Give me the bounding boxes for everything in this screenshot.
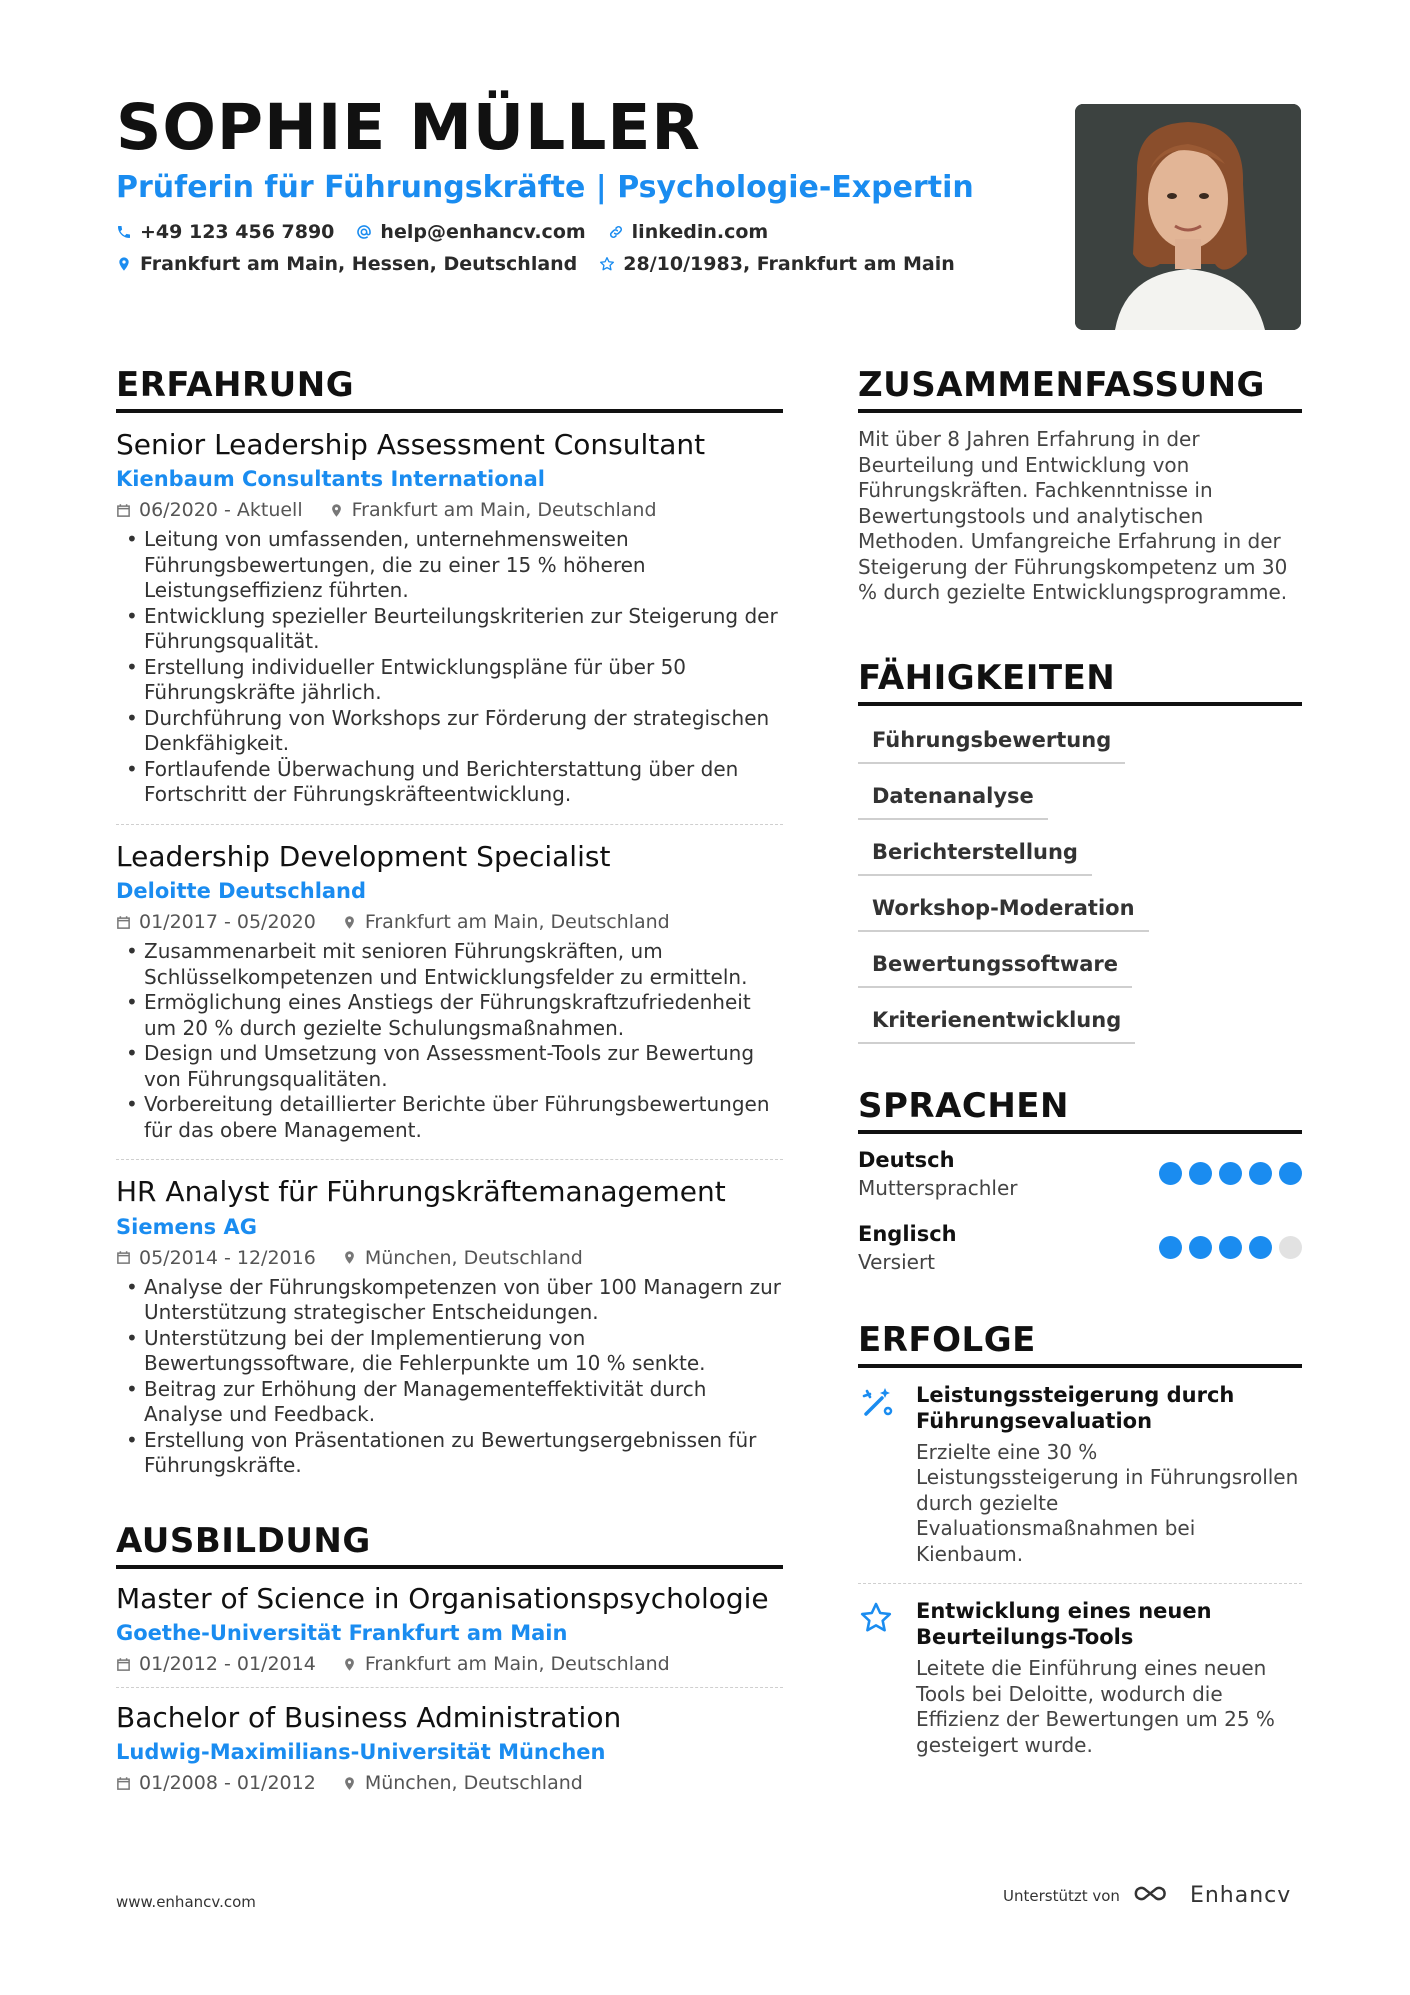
job-location: Frankfurt am Main, Deutschland: [364, 911, 670, 934]
bullet-item: • Ermöglichung eines Anstiegs der Führungskraftzufriedenheit um 20 % durch gezielte Schulungsmaßnahmen.: [116, 990, 783, 1041]
right-column: [858, 365, 1302, 1774]
job-dates: 06/2020 - Aktuell: [139, 499, 303, 522]
calendar-icon: [116, 503, 131, 518]
language-name: Englisch: [858, 1221, 957, 1246]
star-icon: [858, 1598, 898, 1758]
location-pin-icon: [342, 915, 357, 930]
achievement-entry: [858, 1368, 1302, 1585]
rating-dot-filled: [1159, 1162, 1182, 1185]
achievement-entry: [858, 1584, 1302, 1774]
job-entry: [116, 413, 783, 825]
job-dates: 05/2014 - 12/2016: [139, 1246, 316, 1269]
job-title: Leadership Development Specialist: [116, 839, 611, 873]
job-bullets: [116, 939, 783, 1143]
job-dates: 01/2017 - 05/2020: [139, 911, 316, 934]
education-meta: [116, 1772, 783, 1794]
bullet-item: • Unterstützung bei der Implementierung von Bewertungssoftware, die Fehlerpunkte um 10 % senkte.: [116, 1326, 783, 1377]
education-entry: [116, 1688, 783, 1806]
wand-icon: [858, 1382, 898, 1568]
brand-name: Enhancv: [1189, 1883, 1292, 1908]
bullet-item: • Beitrag zur Erhöhung der Managementeffektivität durch Analyse und Feedback.: [116, 1377, 783, 1428]
job-meta: [116, 1247, 783, 1269]
school-name: Ludwig-Maximilians-Universität München: [116, 1740, 606, 1765]
contact-birth: [599, 253, 954, 275]
company-name: Kienbaum Consultants International: [116, 467, 545, 492]
languages-heading: SPRACHEN: [858, 1086, 1302, 1134]
summary-text: Mit über 8 Jahren Erfahrung in der Beurteilung und Entwicklung von Führungskräften. Fachkenntnisse in Bewertungstools und analytischen Methoden. Umfangreiche Erfahrung in der Steigerung der Führungskompetenz um 30 % durch gezielte Entwicklungsprogramme.: [858, 427, 1288, 604]
job-bullets: [116, 527, 783, 808]
skill-tag: Führungsbewertung: [858, 724, 1125, 764]
company-name: Deloitte Deutschland: [116, 879, 367, 904]
rating-dot-filled: [1249, 1162, 1272, 1185]
rating-dot-empty: [1279, 1236, 1302, 1259]
phone-text: +49 123 456 7890: [140, 221, 335, 244]
contact-phone[interactable]: [116, 221, 334, 243]
summary-heading: ZUSAMMENFASSUNG: [858, 365, 1302, 413]
rating-dot-filled: [1159, 1236, 1182, 1259]
calendar-icon: [116, 915, 131, 930]
location-pin-icon: [342, 1250, 357, 1265]
profile-photo: [1075, 104, 1301, 330]
bullet-item: • Durchführung von Workshops zur Förderung der strategischen Denkfähigkeit.: [116, 706, 783, 757]
achievements-heading: ERFOLGE: [858, 1320, 1302, 1368]
bullet-item: • Design und Umsetzung von Assessment-Tools zur Bewertung von Führungsqualitäten.: [116, 1041, 783, 1092]
location-pin-icon: [116, 256, 132, 272]
location-text: Frankfurt am Main, Hessen, Deutschland: [140, 253, 578, 276]
language-rating: [1159, 1162, 1302, 1185]
achievement-desc: Leitete die Einführung eines neuen Tools bei Deloitte, wodurch die Effizienz der Bewertungen um 25 % gesteigert wurde.: [916, 1656, 1275, 1757]
contact-info: [116, 221, 1036, 275]
bullet-item: • Leitung von umfassenden, unternehmensweiten Führungsbewertungen, die zu einer 15 % höheren Leistungseffizienz führten.: [116, 527, 783, 604]
bullet-item: • Zusammenarbeit mit senioren Führungskräften, um Schlüsselkompetenzen und Entwicklungsfelder zu ermitteln.: [116, 939, 783, 990]
degree-title: Master of Science in Organisationspsychologie: [116, 1581, 769, 1615]
link-icon: [608, 224, 624, 240]
skills-heading: FÄHIGKEITEN: [858, 658, 1302, 706]
location-pin-icon: [342, 1776, 357, 1791]
skill-tag: Berichterstellung: [858, 836, 1092, 876]
education-location: Frankfurt am Main, Deutschland: [364, 1653, 670, 1676]
education-location: München, Deutschland: [364, 1772, 583, 1795]
company-name: Siemens AG: [116, 1214, 257, 1239]
bullet-item: • Erstellung von Präsentationen zu Bewertungsergebnissen für Führungskräfte.: [116, 1428, 783, 1479]
achievement-title: Leistungssteigerung durch Führungsevaluation: [916, 1382, 1235, 1433]
at-icon: [356, 224, 372, 240]
language-entry: [858, 1222, 1302, 1274]
job-bullets: [116, 1275, 783, 1479]
candidate-name: SOPHIE MÜLLER: [116, 91, 701, 164]
birth-text: 28/10/1983, Frankfurt am Main: [623, 253, 955, 276]
skill-tag: Workshop-Moderation: [858, 892, 1149, 932]
job-location: Frankfurt am Main, Deutschland: [351, 499, 657, 522]
education-dates: 01/2012 - 01/2014: [139, 1653, 316, 1676]
candidate-title: Prüferin für Führungskräfte | Psychologie-Expertin: [116, 170, 974, 206]
language-entry: [858, 1148, 1302, 1200]
language-name: Deutsch: [858, 1147, 955, 1172]
contact-linkedin[interactable]: [608, 221, 769, 243]
bullet-item: • Analyse der Führungskompetenzen von über 100 Managern zur Unterstützung strategischer Entscheidungen.: [116, 1275, 783, 1326]
enhancv-logo-icon: [1132, 1882, 1178, 1909]
location-pin-icon: [329, 503, 344, 518]
degree-title: Bachelor of Business Administration: [116, 1701, 622, 1735]
phone-icon: [116, 224, 132, 240]
rating-dot-filled: [1189, 1162, 1212, 1185]
rating-dot-filled: [1249, 1236, 1272, 1259]
job-entry: [116, 825, 783, 1160]
linkedin-text: linkedin.com: [631, 221, 769, 244]
language-rating: [1159, 1236, 1302, 1259]
achievement-desc: Erzielte eine 30 % Leistungssteigerung in Führungsrollen durch gezielte Evaluationsmaßnahmen bei Kienbaum.: [916, 1439, 1299, 1566]
rating-dot-filled: [1219, 1162, 1242, 1185]
education-meta: [116, 1653, 783, 1675]
education-heading: AUSBILDUNG: [116, 1521, 783, 1569]
email-text: help@enhancv.com: [380, 221, 586, 244]
contact-location: [116, 253, 577, 275]
bullet-item: • Fortlaufende Überwachung und Berichterstattung über den Fortschritt der Führungskräfteentwicklung.: [116, 757, 783, 808]
left-column: [116, 365, 783, 1806]
location-pin-icon: [342, 1657, 357, 1672]
job-meta: [116, 499, 783, 521]
calendar-icon: [116, 1250, 131, 1265]
skill-tag: Bewertungssoftware: [858, 948, 1132, 988]
job-meta: [116, 911, 783, 933]
resume-header: [116, 92, 1036, 285]
powered-by-text: Unterstützt von: [1003, 1886, 1120, 1905]
footer-branding[interactable]: [1003, 1882, 1291, 1909]
bullet-item: • Entwicklung spezieller Beurteilungskriterien zur Steigerung der Führungsqualität.: [116, 604, 783, 655]
language-level: Versiert: [858, 1249, 936, 1274]
language-level: Muttersprachler: [858, 1175, 1018, 1200]
rating-dot-filled: [1219, 1236, 1242, 1259]
school-name: Goethe-Universität Frankfurt am Main: [116, 1621, 568, 1646]
rating-dot-filled: [1189, 1236, 1212, 1259]
achievement-title: Entwicklung eines neuen Beurteilungs-Tools: [916, 1599, 1212, 1649]
education-dates: 01/2008 - 01/2012: [139, 1772, 316, 1795]
bullet-item: • Vorbereitung detaillierter Berichte über Führungsbewertungen für das obere Management.: [116, 1092, 783, 1143]
calendar-icon: [116, 1657, 131, 1672]
job-title: HR Analyst für Führungskräftemanagement: [116, 1175, 726, 1209]
skills-list: [858, 724, 1288, 1044]
skill-tag: Datenanalyse: [858, 780, 1048, 820]
star-icon: [599, 256, 615, 272]
contact-email[interactable]: [356, 221, 585, 243]
rating-dot-filled: [1279, 1162, 1302, 1185]
job-entry: [116, 1160, 783, 1494]
experience-heading: ERFAHRUNG: [116, 365, 783, 413]
skill-tag: Kriterienentwicklung: [858, 1004, 1135, 1044]
job-title: Senior Leadership Assessment Consultant: [116, 428, 706, 461]
calendar-icon: [116, 1776, 131, 1791]
bullet-item: • Erstellung individueller Entwicklungspläne für über 50 Führungskräfte jährlich.: [116, 655, 783, 706]
footer-website[interactable]: www.enhancv.com: [116, 1893, 256, 1911]
job-location: München, Deutschland: [364, 1246, 583, 1269]
education-entry: [116, 1569, 783, 1688]
